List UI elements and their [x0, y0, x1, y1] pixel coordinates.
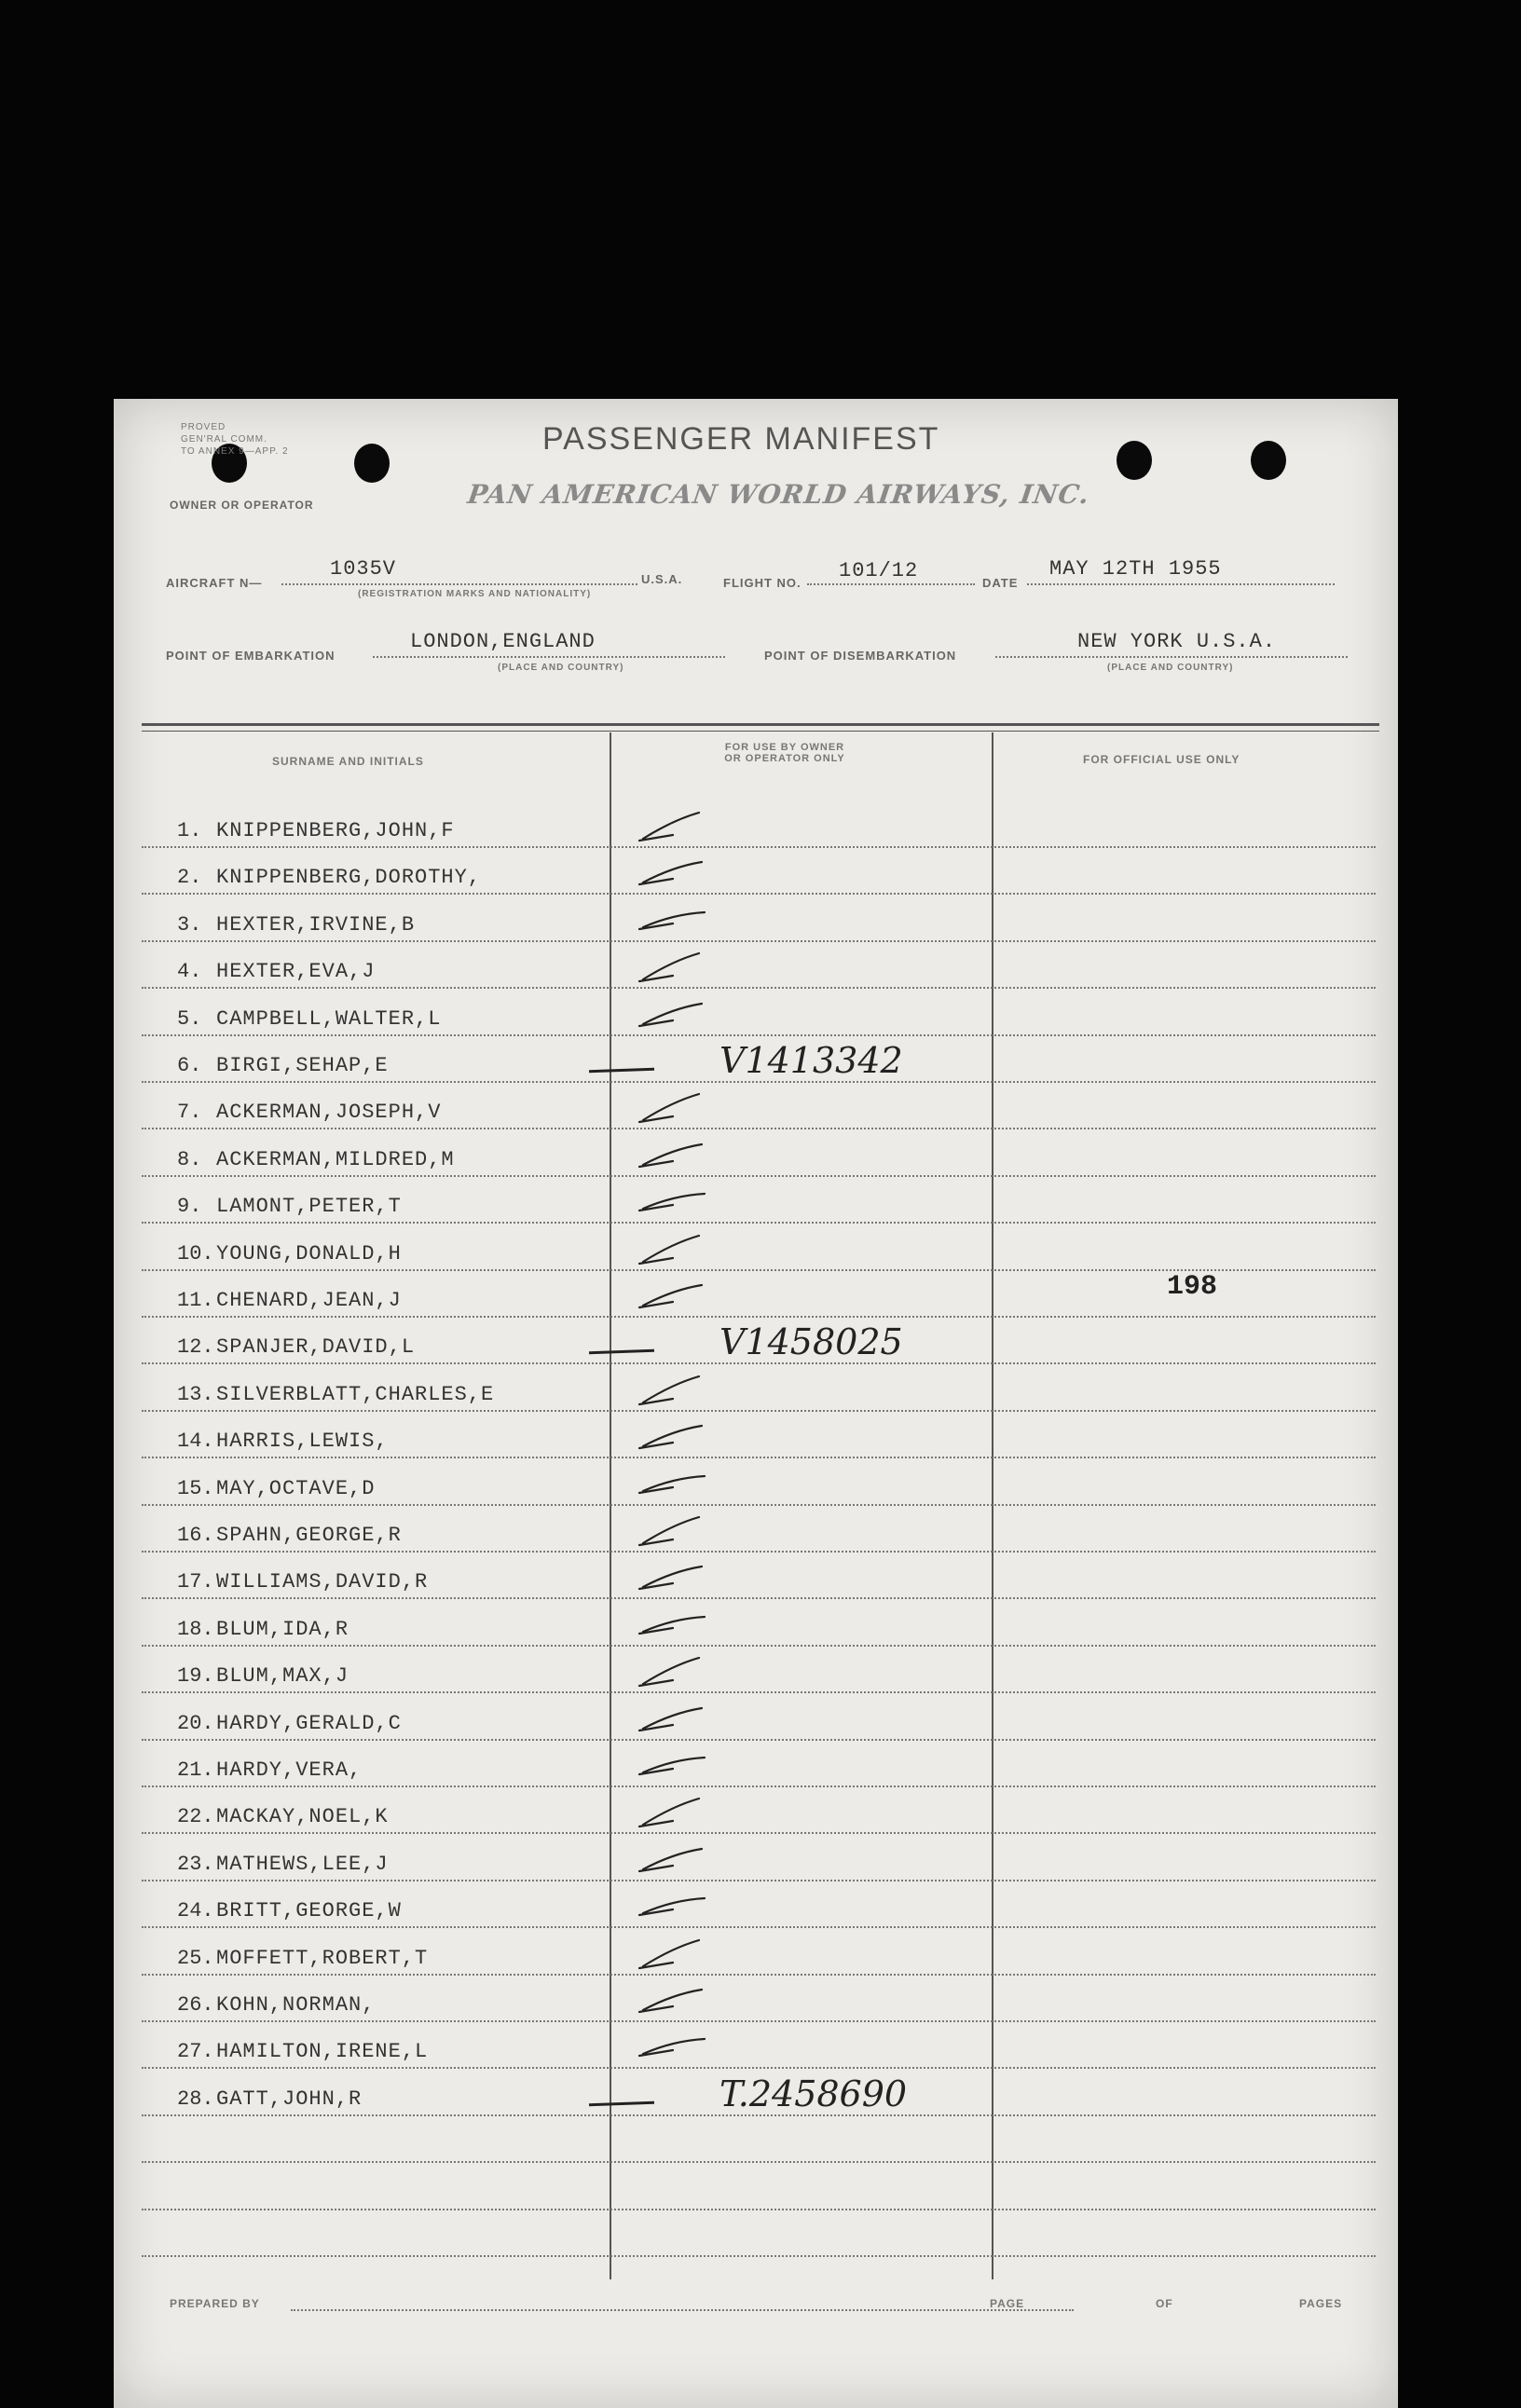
list-item [142, 1835, 1376, 1881]
list-item [142, 1506, 1376, 1553]
passenger-name: HAMILTON,IRENE,L [216, 2040, 429, 2064]
flight-label: FLIGHT NO. [723, 576, 802, 590]
list-item [142, 1083, 1376, 1129]
punch-hole-4 [1251, 441, 1286, 480]
passenger-name: ACKERMAN,JOSEPH,V [216, 1101, 442, 1125]
row-rule [142, 2255, 1376, 2257]
passenger-number: 13. [177, 1382, 214, 1406]
passenger-name: YOUNG,DONALD,H [216, 1241, 402, 1266]
passenger-number: 12. [177, 1335, 214, 1360]
check-mark-icon [636, 2028, 719, 2065]
list-item [142, 1271, 1376, 1318]
passenger-name: HARDY,VERA, [216, 1758, 363, 1782]
column-header-surname: SURNAME AND INITIALS [272, 755, 424, 768]
list-item [142, 1177, 1376, 1224]
passenger-number: 1. [177, 819, 202, 842]
embarkation-label: POINT OF EMBARKATION [166, 649, 336, 663]
list-item [142, 896, 1376, 942]
passenger-name: SILVERBLATT,CHARLES,E [216, 1382, 495, 1406]
passenger-name: BRITT,GEORGE,W [216, 1899, 402, 1923]
check-mark-icon [636, 807, 719, 844]
check-mark-icon [636, 901, 719, 938]
check-mark-icon [636, 1183, 719, 1220]
passenger-number: 26. [177, 1993, 214, 2017]
of-label: OF [1156, 2297, 1173, 2310]
list-item [142, 848, 1376, 895]
passenger-number: 8. [177, 1147, 202, 1171]
list-item [142, 1647, 1376, 1693]
check-mark-icon [636, 1136, 719, 1173]
approval-stamp: PROVED GEN'RAL COMM. TO ANNEX 9—APP. 2 [181, 422, 289, 457]
list-item [142, 1976, 1376, 2022]
passenger-number: 19. [177, 1664, 214, 1689]
check-mark-icon [636, 1512, 719, 1549]
list-item [142, 2116, 1376, 2163]
passenger-name: CAMPBELL,WALTER,L [216, 1006, 442, 1031]
passenger-name: KNIPPENBERG,DOROTHY, [216, 866, 482, 890]
passenger-name: MATHEWS,LEE,J [216, 1852, 389, 1876]
aircraft-line [281, 583, 637, 585]
list-item [142, 942, 1376, 989]
flight-value: 101/12 [839, 559, 919, 582]
passenger-name: BLUM,IDA,R [216, 1617, 349, 1641]
list-item [142, 1553, 1376, 1599]
list-item [142, 1929, 1376, 1976]
passenger-name: HEXTER,IRVINE,B [216, 912, 416, 937]
date-label: DATE [982, 576, 1019, 590]
handwritten-note: V1413342 [719, 1040, 903, 1081]
passenger-number: 3. [177, 912, 202, 937]
dash-mark [589, 1349, 654, 1354]
check-mark-icon [636, 854, 719, 891]
official-note: 198 [1167, 1271, 1218, 1303]
list-item [142, 1225, 1376, 1271]
passenger-number: 15. [177, 1476, 214, 1500]
check-mark-icon [636, 1230, 719, 1267]
passenger-number: 16. [177, 1524, 214, 1547]
passenger-number: 7. [177, 1101, 202, 1125]
passenger-number: 21. [177, 1758, 214, 1782]
list-item [142, 2210, 1376, 2257]
check-mark-icon [636, 1793, 719, 1830]
page-label: PAGE [990, 2297, 1025, 2310]
list-item [142, 1787, 1376, 1834]
passenger-number: 22. [177, 1805, 214, 1829]
check-mark-icon [636, 1558, 719, 1595]
country-label: U.S.A. [641, 572, 683, 586]
list-item [142, 2022, 1376, 2069]
passenger-number: 2. [177, 866, 202, 890]
owner-value: PAN AMERICAN WORLD AIRWAYS, INC. [465, 479, 1092, 510]
passenger-name: SPANJER,DAVID,L [216, 1335, 416, 1360]
manifest-title: PASSENGER MANIFEST [542, 421, 940, 457]
date-line [1027, 583, 1335, 585]
disembarkation-label: POINT OF DISEMBARKATION [764, 649, 957, 663]
passenger-number: 10. [177, 1241, 214, 1266]
prepared-by-line [291, 2309, 1074, 2311]
check-mark-icon [636, 1981, 719, 2018]
punch-hole-3 [1117, 441, 1152, 480]
flight-line [807, 583, 975, 585]
check-mark-icon [636, 1935, 719, 1972]
list-item [142, 2070, 1376, 2116]
passenger-number: 17. [177, 1570, 214, 1594]
handwritten-note: T.2458690 [719, 2073, 908, 2114]
passenger-number: 14. [177, 1430, 214, 1454]
passenger-number: 25. [177, 1946, 214, 1970]
passenger-name: HARRIS,LEWIS, [216, 1430, 389, 1454]
table-top-rule [142, 723, 1379, 726]
list-item [142, 1130, 1376, 1177]
passenger-name: WILLIAMS,DAVID,R [216, 1570, 429, 1594]
passenger-name: BIRGI,SEHAP,E [216, 1054, 389, 1077]
passenger-number: 24. [177, 1899, 214, 1923]
table-top-rule-2 [142, 731, 1379, 732]
check-mark-icon [636, 1277, 719, 1314]
passenger-number: 18. [177, 1617, 214, 1641]
list-item [142, 1600, 1376, 1647]
list-item [142, 1741, 1376, 1787]
passenger-name: GATT,JOHN,R [216, 2086, 363, 2111]
handwritten-note: V1458025 [719, 1321, 903, 1363]
check-mark-icon [636, 1840, 719, 1878]
column-header-official: FOR OFFICIAL USE ONLY [1083, 753, 1240, 766]
check-mark-icon [636, 1606, 719, 1643]
check-mark-icon [636, 1746, 719, 1784]
passenger-number: 4. [177, 960, 202, 984]
check-mark-icon [636, 1700, 719, 1737]
list-item [142, 1459, 1376, 1506]
passenger-name: HARDY,GERALD,C [216, 1711, 402, 1735]
passenger-number: 11. [177, 1289, 214, 1312]
passenger-number: 20. [177, 1711, 214, 1735]
list-item [142, 801, 1376, 848]
aircraft-label: AIRCRAFT N— [166, 576, 263, 590]
aircraft-sub: (REGISTRATION MARKS AND NATIONALITY) [358, 589, 592, 599]
aircraft-value: 1035V [330, 557, 397, 581]
date-value: MAY 12TH 1955 [1049, 557, 1222, 581]
passenger-number: 9. [177, 1195, 202, 1219]
list-item [142, 990, 1376, 1036]
passenger-name: BLUM,MAX,J [216, 1664, 349, 1689]
passenger-number: 23. [177, 1852, 214, 1876]
passenger-name: CHENARD,JEAN,J [216, 1289, 402, 1312]
passenger-number: 27. [177, 2040, 214, 2064]
check-mark-icon [636, 1887, 719, 1924]
dash-mark [589, 2101, 654, 2106]
prepared-by-label: PREPARED BY [170, 2297, 260, 2310]
list-item [142, 2164, 1376, 2210]
list-item [142, 1881, 1376, 1928]
check-mark-icon [636, 995, 719, 1033]
passenger-number: 5. [177, 1006, 202, 1031]
check-mark-icon [636, 1088, 719, 1126]
list-item [142, 1694, 1376, 1741]
passenger-name: KNIPPENBERG,JOHN,F [216, 819, 455, 842]
passenger-name: MACKAY,NOEL,K [216, 1805, 389, 1829]
passenger-name: MOFFETT,ROBERT,T [216, 1946, 429, 1970]
passenger-name: HEXTER,EVA,J [216, 960, 376, 984]
dash-mark [589, 1068, 654, 1073]
passenger-name: KOHN,NORMAN, [216, 1993, 376, 2017]
passenger-name: LAMONT,PETER,T [216, 1195, 402, 1219]
embarkation-line [373, 656, 725, 658]
punch-hole-2 [354, 444, 390, 483]
disembarkation-value: NEW YORK U.S.A. [1077, 630, 1277, 653]
manifest-sheet [114, 399, 1398, 2408]
check-mark-icon [636, 1371, 719, 1408]
passenger-name: ACKERMAN,MILDRED,M [216, 1147, 455, 1171]
check-mark-icon [636, 1417, 719, 1455]
check-mark-icon [636, 1652, 719, 1690]
passenger-number: 28. [177, 2086, 214, 2111]
disembarkation-line [995, 656, 1348, 658]
check-mark-icon [636, 948, 719, 985]
embarkation-value: LONDON,ENGLAND [410, 630, 596, 653]
list-item [142, 1318, 1376, 1364]
passenger-name: MAY,OCTAVE,D [216, 1476, 376, 1500]
passenger-number: 6. [177, 1054, 202, 1077]
owner-label: OWNER OR OPERATOR [170, 499, 314, 512]
check-mark-icon [636, 1465, 719, 1502]
pages-label: PAGES [1299, 2297, 1343, 2310]
embarkation-sub: (PLACE AND COUNTRY) [498, 663, 624, 673]
disembarkation-sub: (PLACE AND COUNTRY) [1107, 663, 1234, 673]
column-header-owner: FOR USE BY OWNER OR OPERATOR ONLY [724, 742, 845, 764]
passenger-name: SPAHN,GEORGE,R [216, 1524, 402, 1547]
list-item [142, 1412, 1376, 1458]
list-item [142, 1365, 1376, 1412]
list-item [142, 1036, 1376, 1083]
